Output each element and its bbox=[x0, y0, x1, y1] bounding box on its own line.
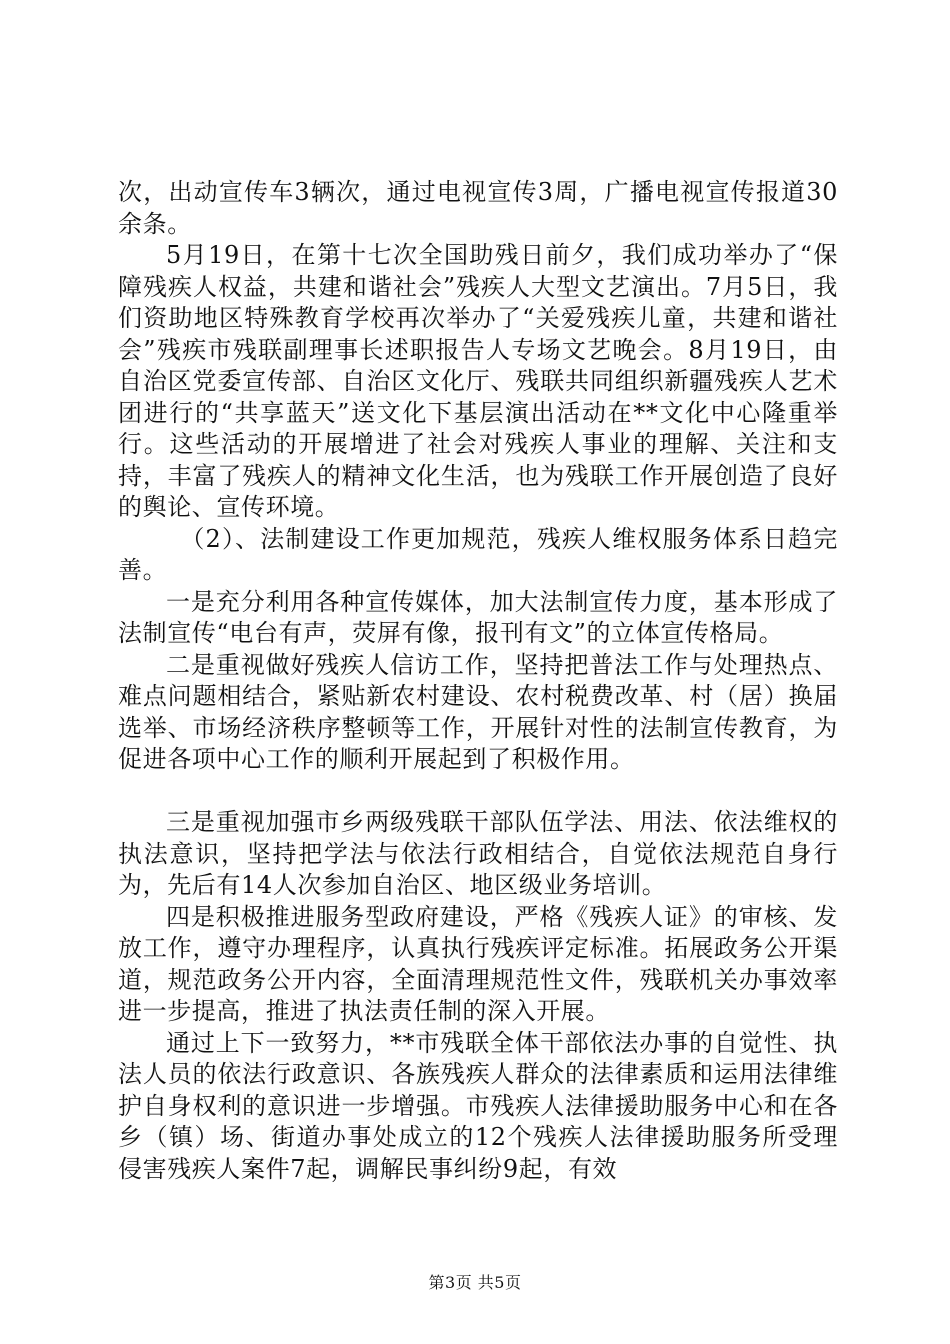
paragraph-section-heading: （2）、法制建设工作更加规范，残疾人维权服务体系日趋完善。 bbox=[118, 524, 838, 584]
document-body bbox=[118, 177, 838, 1185]
paragraph-cultural-events: 5月19日，在第十七次全国助残日前夕，我们成功举办了“保障残疾人权益，共建和谐社会”残疾人大型文艺演出。7月5日，我们资助地区特殊教育学校再次举办了“关爱残疾儿童，共建和谐社会”残疾市残联副理事长述职报告人专场文艺晚会。8月19日，由自治区党委宣传部、自治区文化厅、残联共同组织新疆残疾人艺术团进行的“共享蓝天”送文化下基层演出活动在**文化中心隆重举行。这些活动的开展增进了社会对残疾人事业的理解、关注和支持，丰富了残疾人的精神文化生活，也为残联工作开展创造了良好的舆论、宣传环境。 bbox=[118, 241, 838, 521]
page-footer: 第3页 共5页 bbox=[428, 1273, 522, 1292]
paragraph-point-two: 二是重视做好残疾人信访工作，坚持把普法工作与处理热点、难点问题相结合，紧贴新农村建设、农村税费改革、村（居）换届选举、市场经济秩序整顿等工作，开展针对性的法制宣传教育，为促进各项中心工作的顺利开展起到了积极作用。 bbox=[118, 650, 838, 773]
paragraph-continuation: 次，出动宣传车3辆次，通过电视宣传3周，广播电视宣传报道30余条。 bbox=[118, 178, 838, 238]
paragraph-point-three: 三是重视加强市乡两级残联干部队伍学法、用法、依法维权的执法意识，坚持把学法与依法行政相结合，自觉依法规范自身行为，先后有14人次参加自治区、地区级业务培训。 bbox=[118, 808, 838, 899]
paragraph-point-four: 四是积极推进服务型政府建设，严格《残疾人证》的审核、发放工作，遵守办理程序，认真执行残疾评定标准。拓展政务公开渠道，规范政务公开内容，全面清理规范性文件，残联机关办事效率进一步提高，推进了执法责任制的深入开展。 bbox=[118, 902, 838, 1025]
paragraph-summary: 通过上下一致努力，**市残联全体干部依法办事的自觉性、执法人员的依法行政意识、各族残疾人群众的法律素质和运用法律维护自身权利的意识进一步增强。市残疾人法律援助服务中心和在各乡（镇）场、街道办事处成立的12个残疾人法律援助服务所受理侵害残疾人案件7起，调解民事纠纷9起，有效 bbox=[118, 1028, 838, 1183]
paragraph-point-one: 一是充分利用各种宣传媒体，加大法制宣传力度，基本形成了法制宣传“电台有声，荧屏有像，报刊有文”的立体宣传格局。 bbox=[118, 587, 838, 647]
